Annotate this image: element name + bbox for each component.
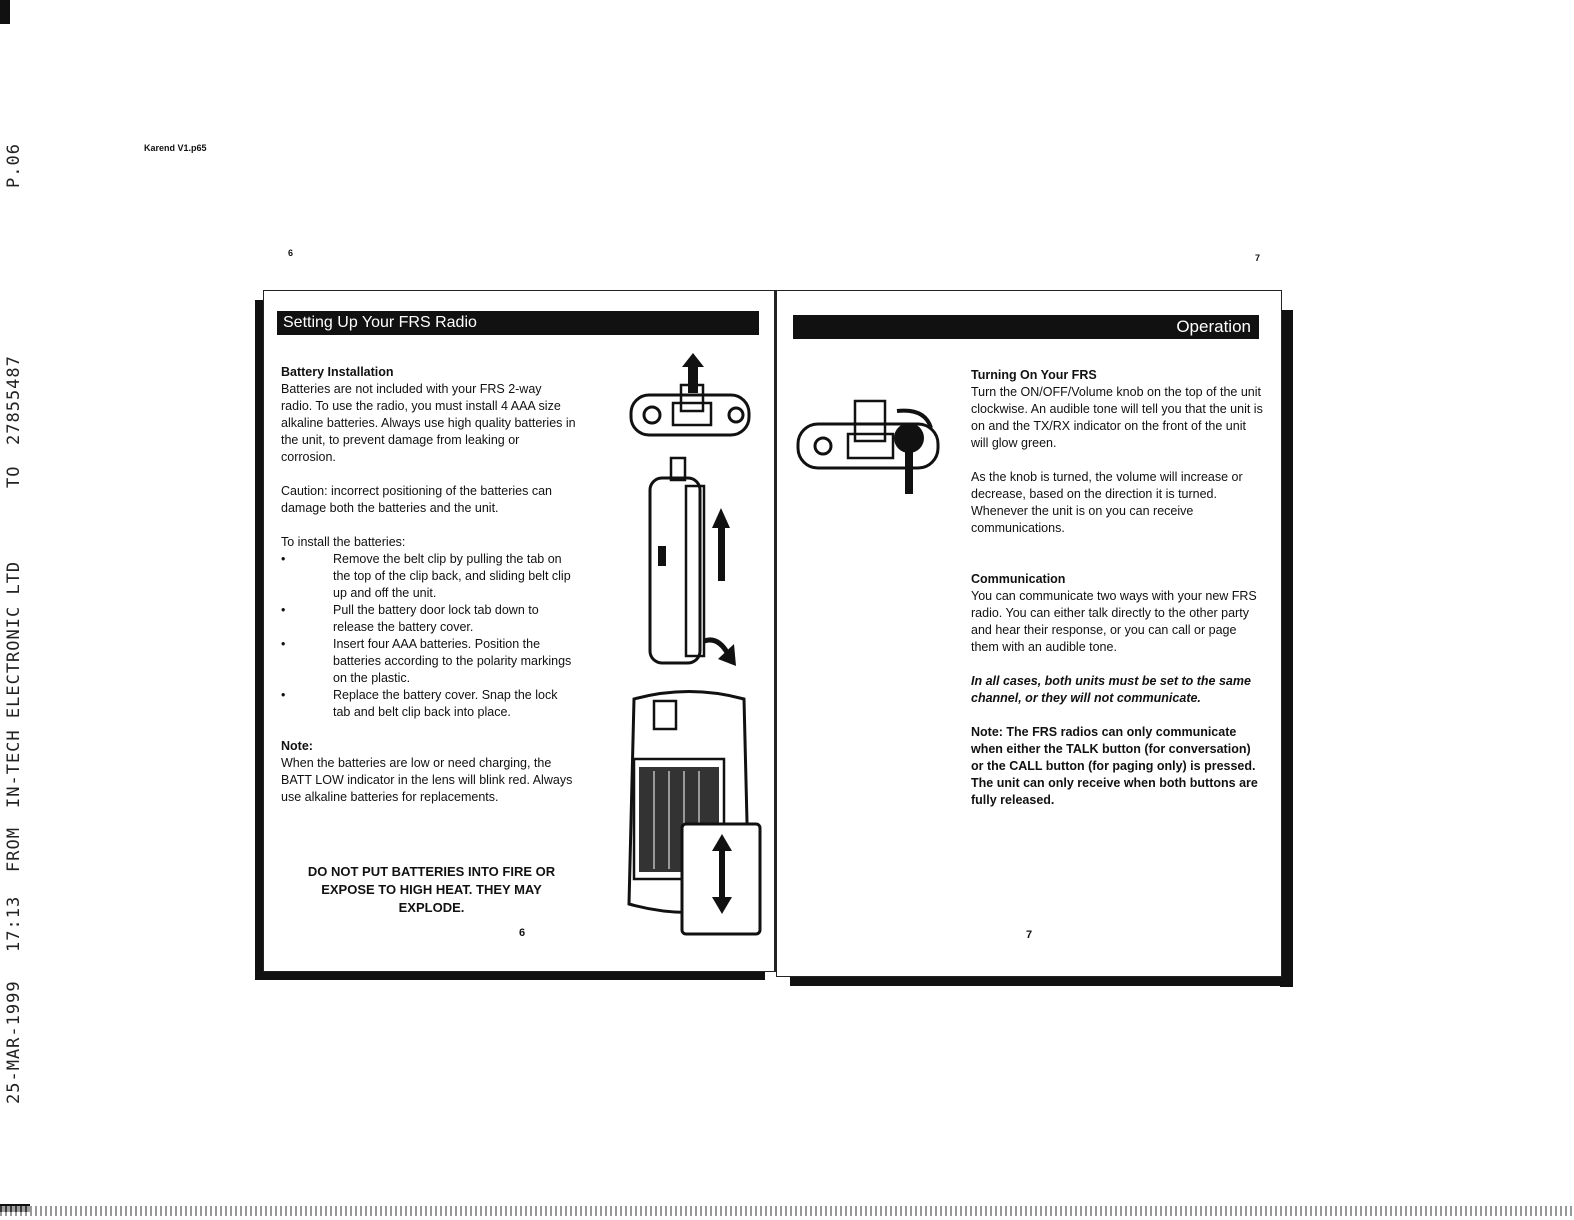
turning-on-text: Turn the ON/OFF/Volume knob on the top of the unit clockwise. An audible tone will tell you that the unit is on and the TX/RX indicator on the front of the unit will glow green.	[971, 385, 1263, 450]
scan-noise-strip	[0, 1206, 1574, 1216]
install-intro: To install the batteries:	[281, 535, 406, 549]
operation-section	[971, 367, 1266, 809]
knob-text: As the knob is turned, the volume will increase or decrease, based on the direction it is turned. Whenever the unit is on you can receive communications.	[971, 470, 1243, 535]
install-step-1: • Remove the belt clip by pulling the tab on the top of the clip back, and sliding belt clip up and off the unit.	[281, 551, 576, 602]
left-manual-page	[263, 290, 776, 972]
fax-date: 25-MAR-1999	[4, 980, 24, 1104]
radio-top-illustration	[626, 353, 756, 448]
fax-to-label: TO	[4, 465, 24, 488]
fax-header	[0, 0, 28, 1220]
battery-section	[281, 364, 576, 806]
battery-warning: DO NOT PUT BATTERIES INTO FIRE OR EXPOSE TO HIGH HEAT. THEY MAY EXPLODE.	[307, 864, 556, 915]
left-page-shadow	[255, 300, 263, 980]
file-name: Karend V1.p65	[144, 143, 207, 153]
battery-compartment-illustration	[614, 689, 764, 939]
volume-knob-illustration	[793, 396, 943, 496]
belt-clip-side-illustration	[636, 456, 746, 671]
right-footer-page-number: 7	[1026, 929, 1033, 941]
install-step-2: • Pull the battery door lock tab down to release the battery cover.	[281, 602, 576, 636]
right-top-page-number: 7	[1255, 253, 1261, 263]
install-step-4: • Replace the battery cover. Snap the lock tab and belt clip back into place.	[281, 687, 576, 721]
communication-text: You can communicate two ways with your new FRS radio. You can either talk directly to the other party and hear their response, or you can call or page them with an audible tone.	[971, 589, 1257, 654]
fax-from-label: FROM	[4, 827, 24, 872]
communication-heading: Communication	[971, 572, 1066, 586]
caution-text: Caution: incorrect positioning of the batteries can damage both the batteries and the unit.	[281, 484, 552, 515]
fax-time: 17:13	[4, 895, 24, 952]
talk-call-note: Note: The FRS radios can only communicate when either the TALK button (for conversation) or the CALL button (for paging only) is pressed. The unit can only receive when both buttons are fully released.	[971, 725, 1258, 807]
operation-banner: Operation	[793, 315, 1259, 339]
battery-text: Batteries are not included with your FRS 2-way radio. To use the radio, you must install 4 AAA size alkaline batteries. Always use high quality batteries in the unit, to prevent damage from leaking or corrosion.	[281, 382, 576, 464]
turning-on-heading: Turning On Your FRS	[971, 368, 1097, 382]
note-heading: Note:	[281, 739, 313, 753]
setup-banner: Setting Up Your FRS Radio	[277, 311, 759, 335]
same-channel-note: In all cases, both units must be set to the same channel, or they will not communicate.	[971, 674, 1251, 705]
note-text: When the batteries are low or need charging, the BATT LOW indicator in the lens will blink red. Always use alkaline batteries for replacements.	[281, 756, 573, 804]
left-footer-page-number: 6	[519, 927, 526, 939]
right-manual-page	[776, 290, 1282, 977]
fax-page: P.06	[4, 143, 24, 188]
left-top-page-number: 6	[288, 248, 294, 258]
fax-number: 27855487	[4, 355, 24, 445]
install-step-3: • Insert four AAA batteries. Position the batteries according to the polarity markings on the plastic.	[281, 636, 576, 687]
battery-heading: Battery Installation	[281, 365, 394, 379]
fax-sender: IN-TECH ELECTRONIC LTD	[4, 560, 24, 808]
